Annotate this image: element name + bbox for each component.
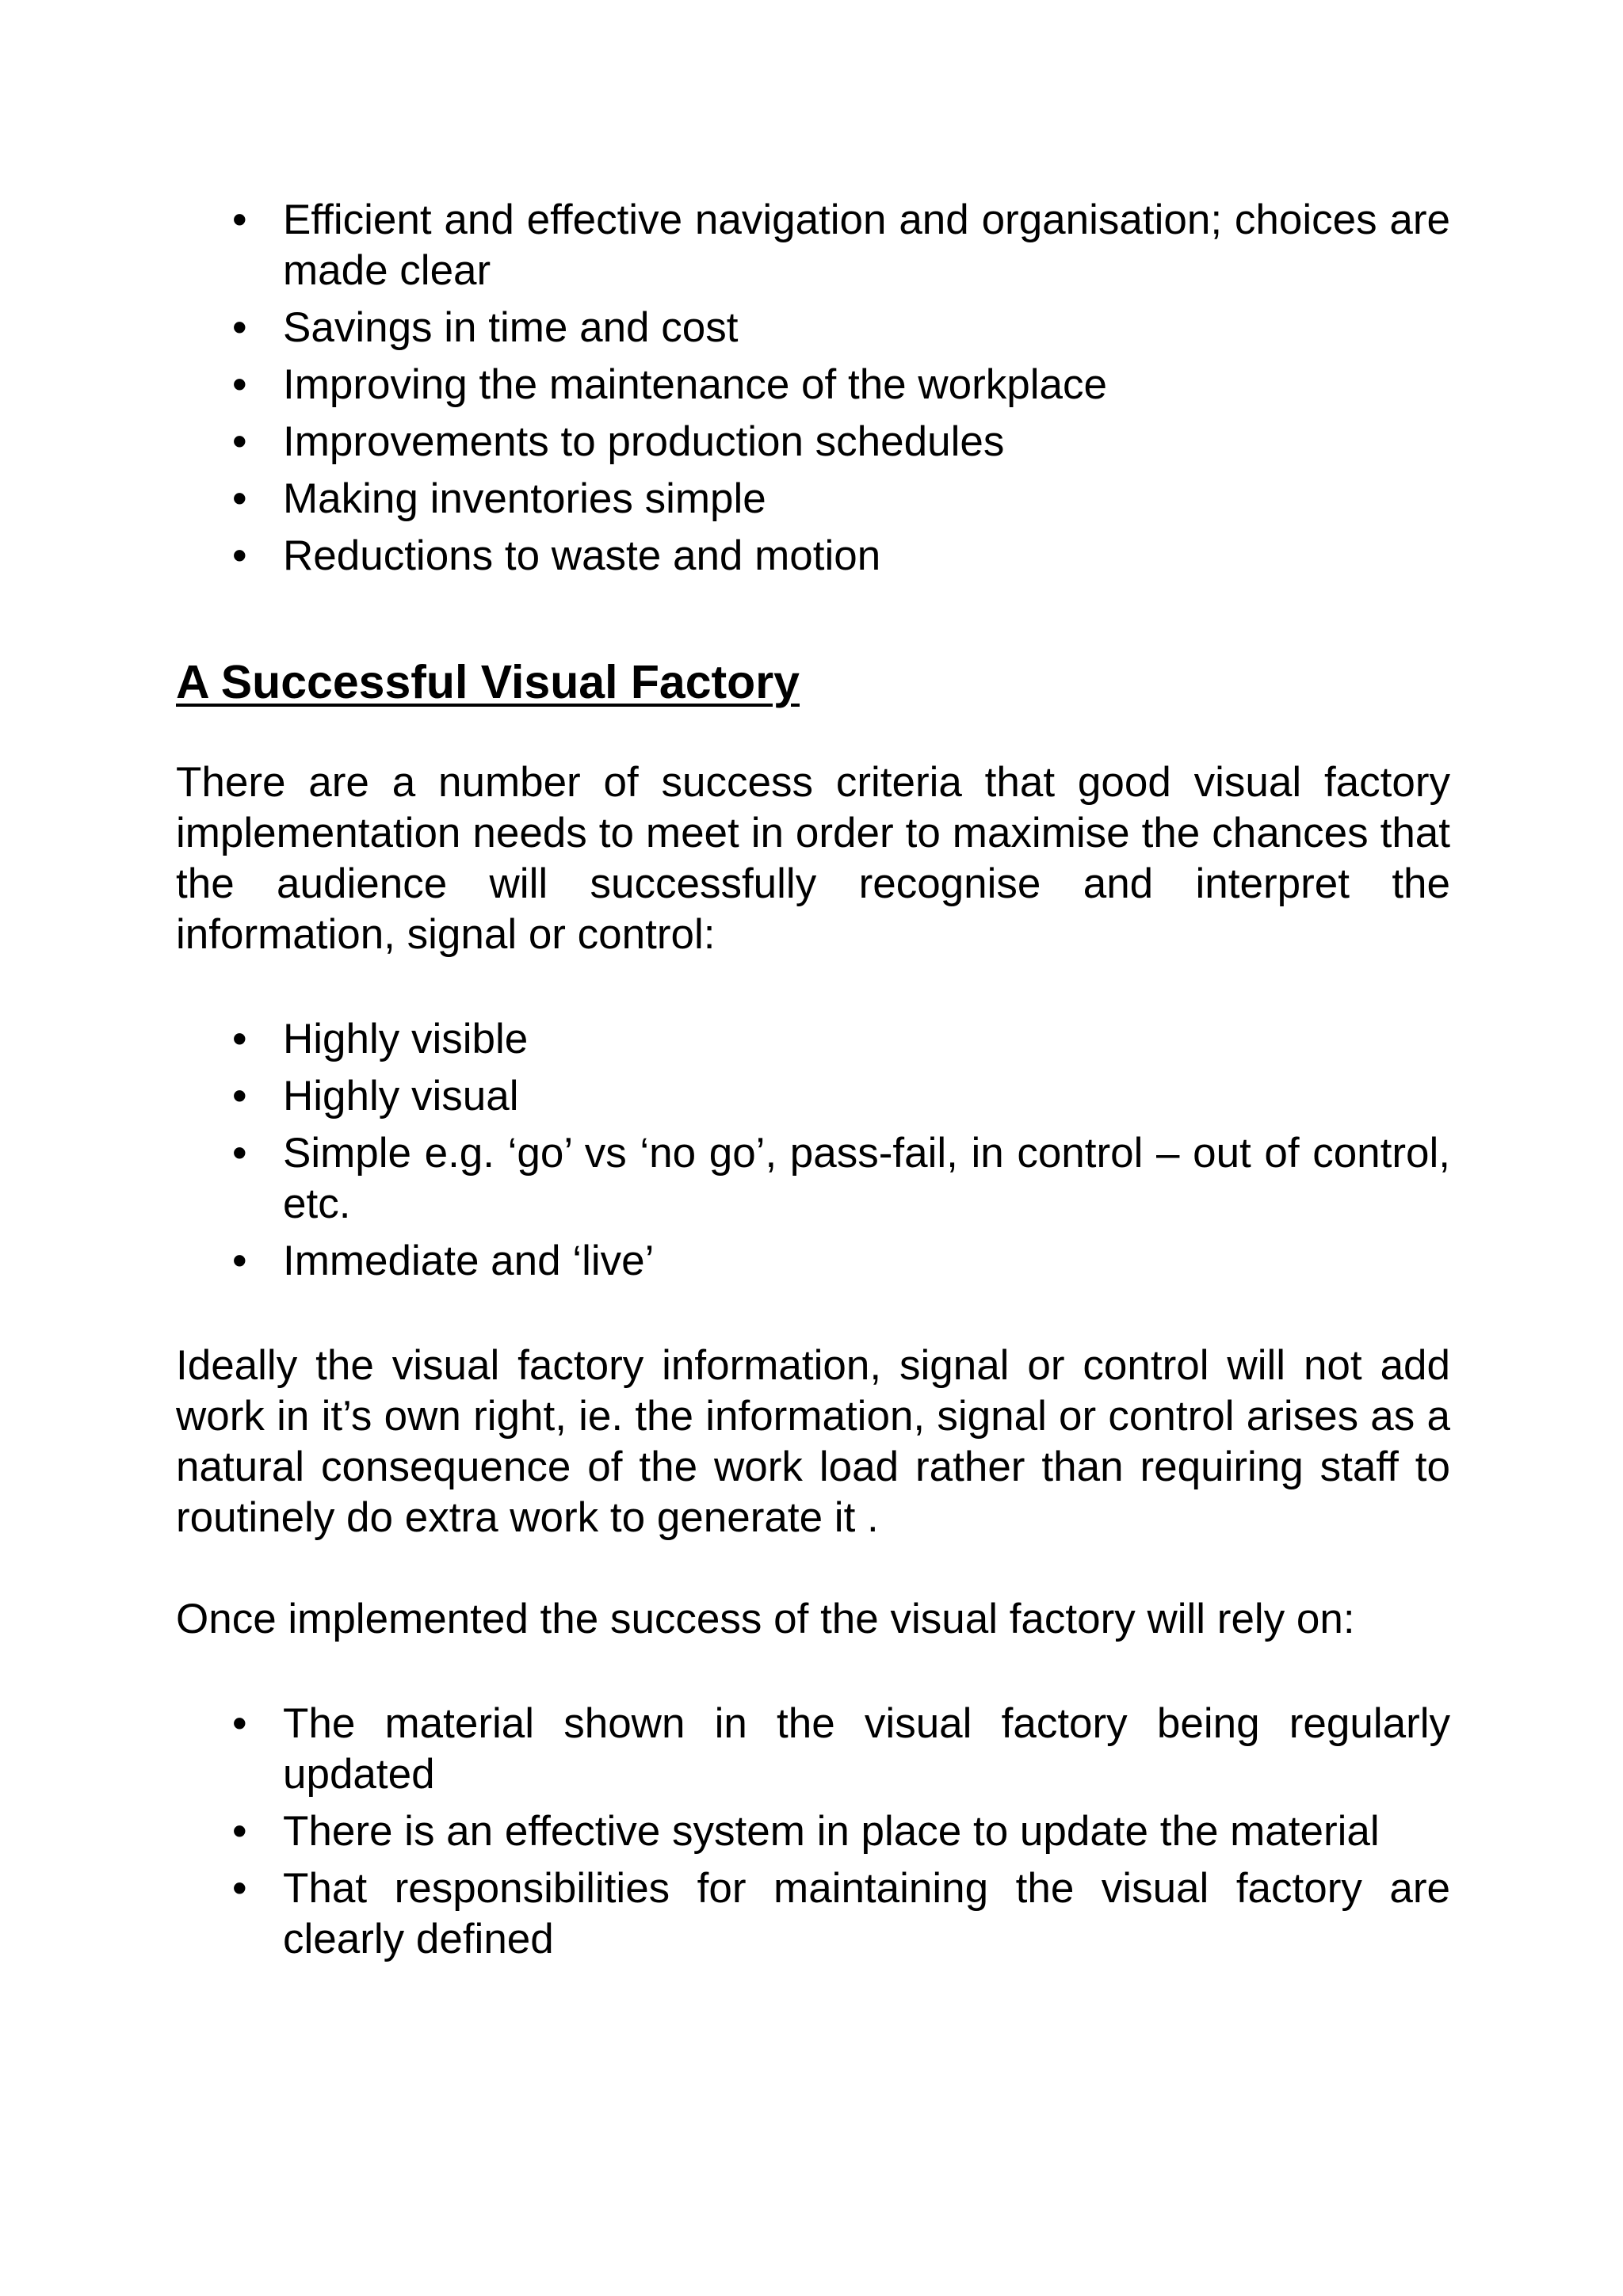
- benefits-list: [176, 195, 1450, 582]
- list-item: • Making inventories simple: [283, 474, 1450, 524]
- reliance-list: [176, 1699, 1450, 1965]
- list-item: • Improving the maintenance of the workplace: [283, 360, 1450, 410]
- criteria-list: [176, 1014, 1450, 1287]
- list-item: • Immediate and ‘live’: [283, 1236, 1450, 1287]
- list-item: • There is an effective system in place to update the material: [283, 1806, 1450, 1857]
- section-heading: A Successful Visual Factory: [176, 656, 800, 708]
- document-page: [176, 195, 1450, 1965]
- intro-paragraph: There are a number of success criteria that good visual factory implementation needs to meet in order to maximise the chances that the audience will successfully recognise and interpret the information, signal or control:: [176, 759, 1450, 958]
- list-item: • Simple e.g. ‘go’ vs ‘no go’, pass-fail, in control – out of control, etc.: [283, 1128, 1450, 1230]
- list-item: • Improvements to production schedules: [283, 417, 1450, 467]
- list-item: • Highly visible: [283, 1014, 1450, 1065]
- list-item: • That responsibilities for maintaining the visual factory are clearly defined: [283, 1863, 1450, 1965]
- list-item: • Reductions to waste and motion: [283, 531, 1450, 582]
- once-paragraph: Once implemented the success of the visual factory will rely on:: [176, 1596, 1355, 1642]
- ideally-paragraph: Ideally the visual factory information, signal or control will not add work in it’s own right, ie. the information, signal or control arises as a natural consequence of the work load rather than requiring staff to routinely do extra work to generate it .: [176, 1342, 1450, 1541]
- list-item: • Savings in time and cost: [283, 303, 1450, 353]
- list-item: • Efficient and effective navigation and organisation; choices are made clear: [283, 195, 1450, 296]
- list-item: • Highly visual: [283, 1071, 1450, 1122]
- list-item: • The material shown in the visual factory being regularly updated: [283, 1699, 1450, 1800]
